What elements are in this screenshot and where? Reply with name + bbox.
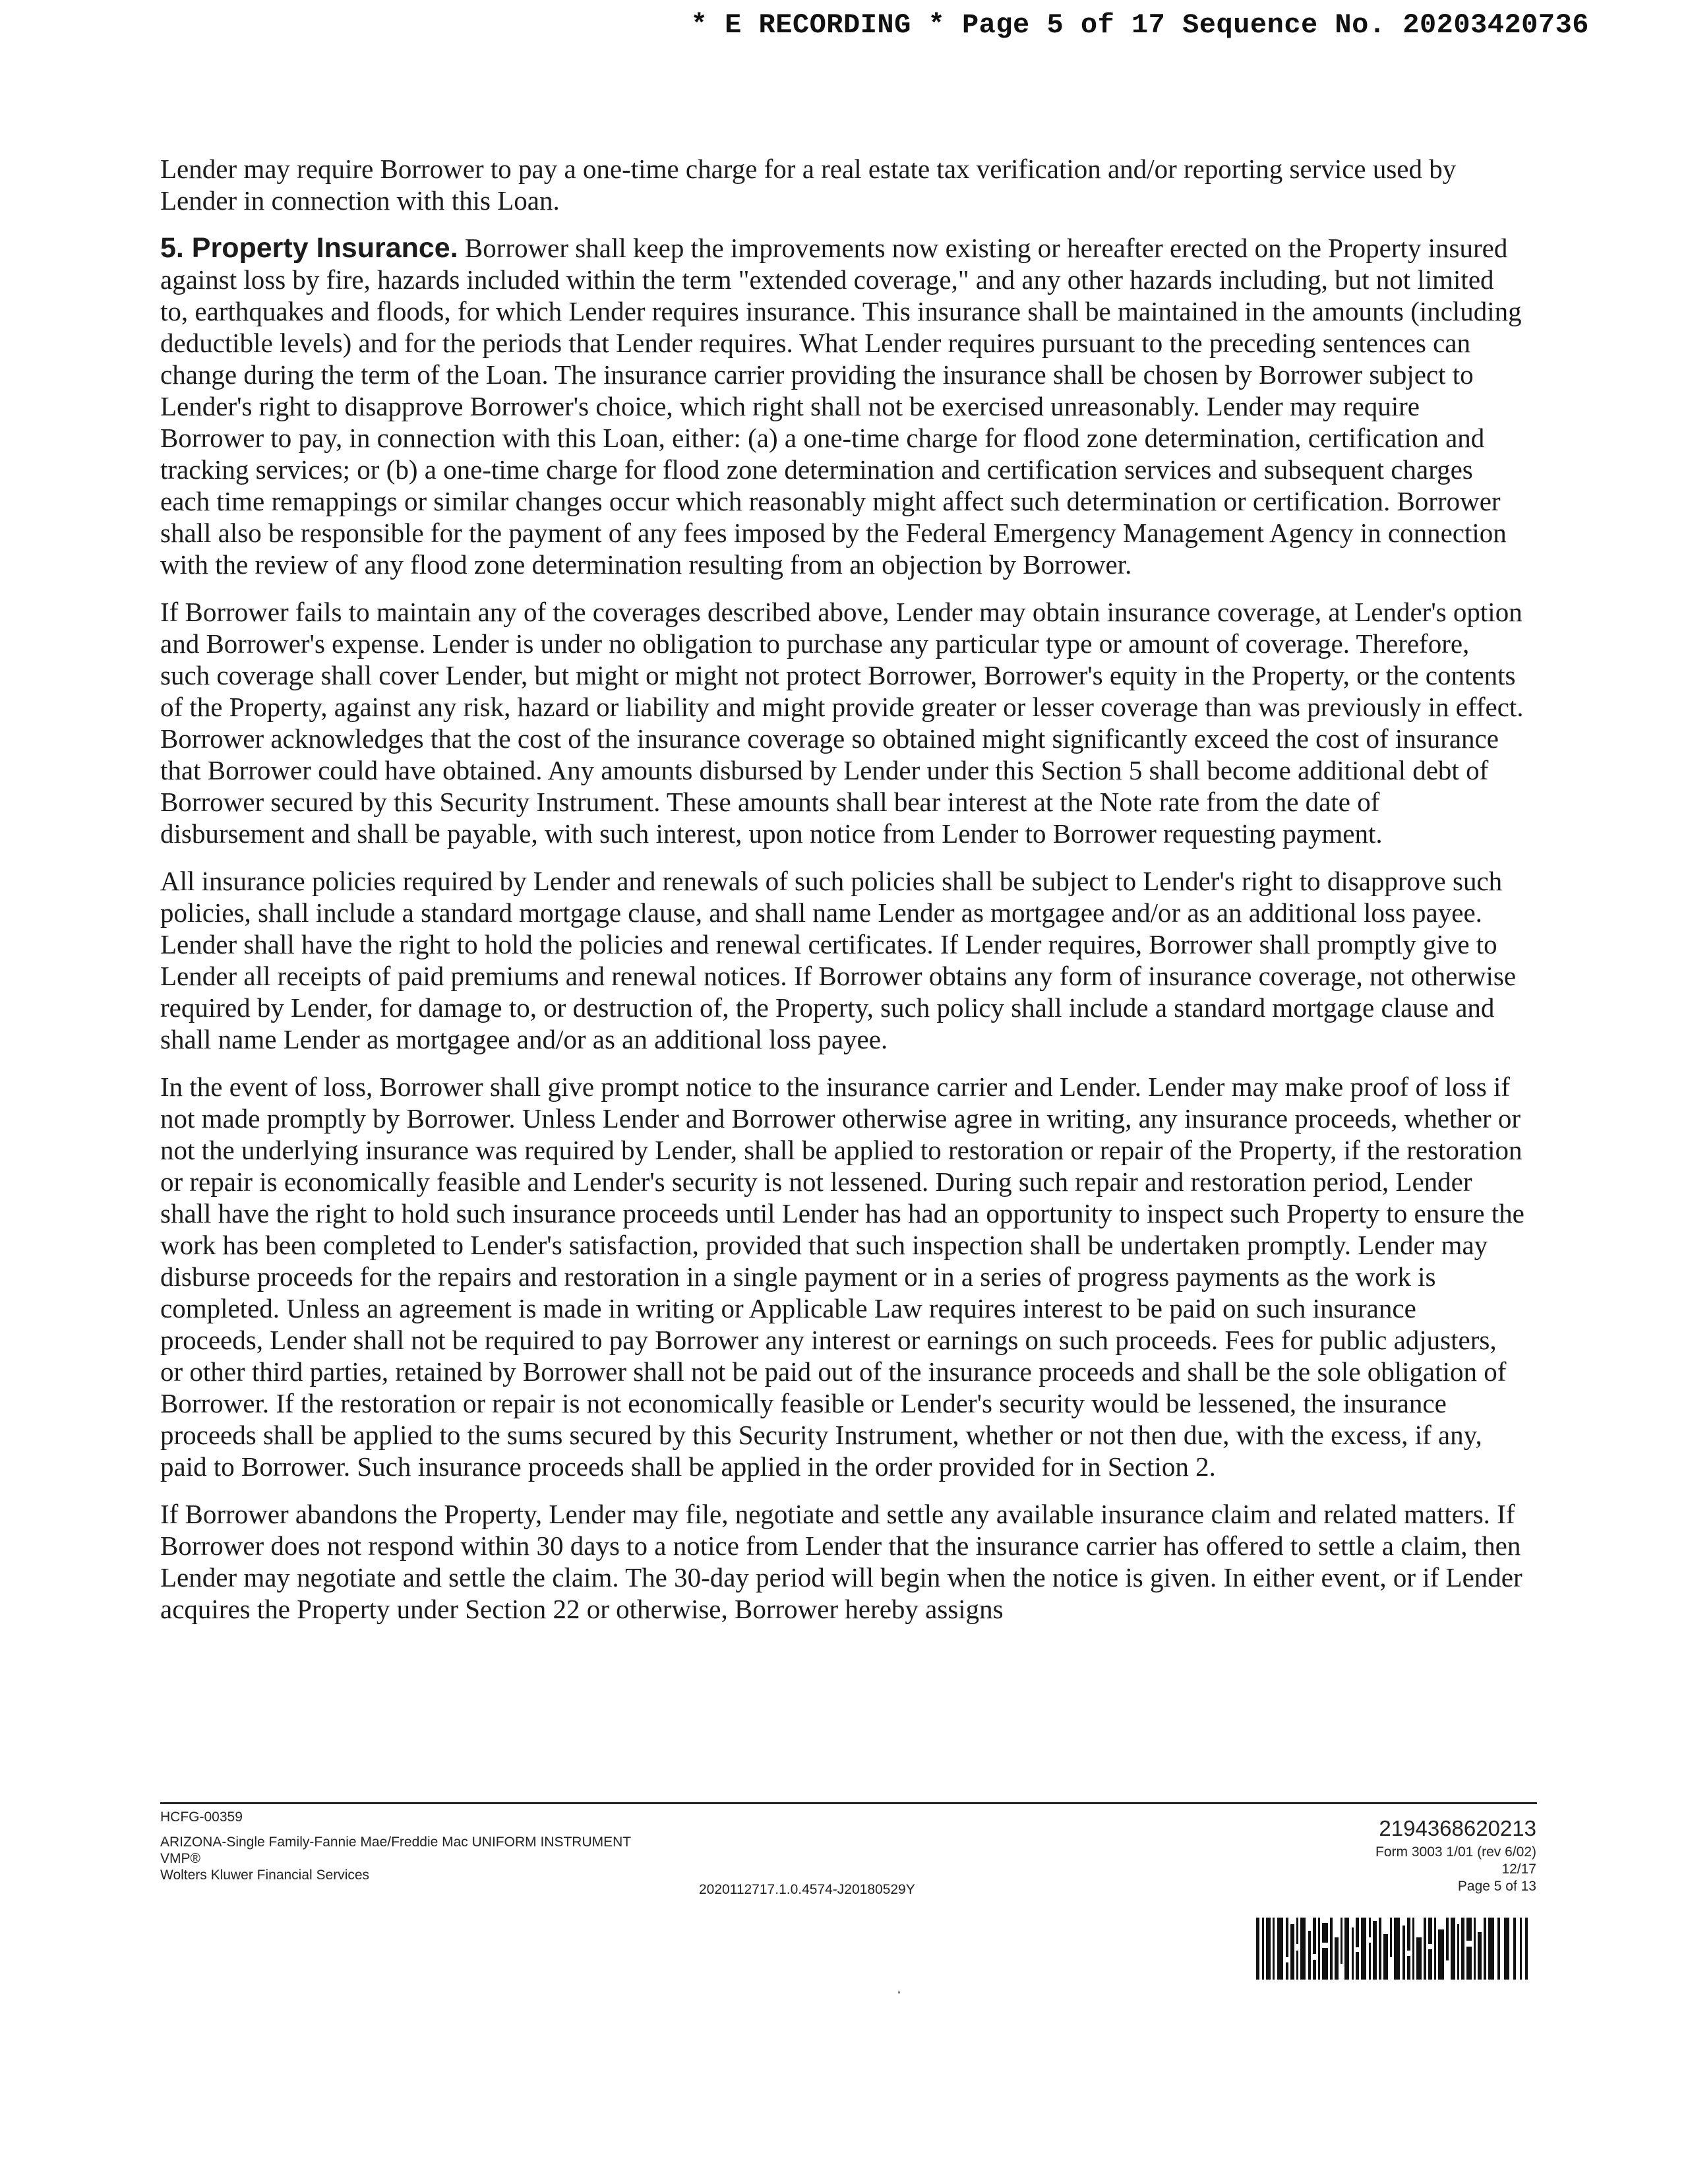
- document-id: 2020112717.1.0.4574-J20180529Y: [699, 1882, 915, 1897]
- recording-header: * E RECORDING * Page 5 of 17 Sequence No. 20203420736: [690, 9, 1589, 41]
- intro-paragraph: Lender may require Borrower to pay a one-time charge for a real estate tax verification and/or reporting service used by Lender in connection with this Loan.: [160, 154, 1457, 216]
- footer-left: [160, 1809, 951, 1883]
- form-code: HCFG-00359: [160, 1809, 243, 1825]
- page-label: Page 5 of 13: [1457, 1879, 1536, 1894]
- section-5-paragraph-2: If Borrower fails to maintain any of the coverages described above, Lender may obtain insurance coverage, at Lender's option and Borrower's expense. Lender is under no obligation to purchase any particular type or amount of coverage. Therefore, such coverage shall cover Lender, but might or might not protect Borrower, Borrower's equity in the Property, or the contents of the Property, against any risk, hazard or liability and might provide greater or lesser coverage than was previously in effect. Borrower acknowledges that the cost of the insurance coverage so obtained might significantly exceed the cost of insurance that Borrower could have obtained. Any amounts disbursed by Lender under this Section 5 shall become additional debt of Borrower secured by this Security Instrument. These amounts shall bear interest at the Note rate from the date of disbursement and shall be payable, with such interest, upon notice from Lender to Borrower requesting payment.: [160, 597, 1524, 849]
- publisher: Wolters Kluwer Financial Services: [160, 1867, 370, 1883]
- barcode-image: [1256, 1918, 1529, 1980]
- vmp-label: VMP®: [160, 1851, 200, 1866]
- footer-right: [1375, 1816, 1536, 1895]
- form-number: Form 3003 1/01 (rev 6/02): [1375, 1844, 1536, 1860]
- form-date: 12/17: [1501, 1862, 1536, 1877]
- document-body: [160, 153, 1525, 1641]
- scan-artifact: [898, 1991, 900, 1993]
- loan-number: 2194368620213: [1379, 1816, 1536, 1840]
- section-5-paragraph-5: If Borrower abandons the Property, Lender may file, negotiate and settle any available insurance claim and related matters. If Borrower does not respond within 30 days to a notice from Lender that the insurance carrier has offered to settle a claim, then Lender may negotiate and settle the claim. The 30-day period will begin when the notice is given. In either event, or if Lender acquires the Property under Section 22 or otherwise, Borrower hereby assigns: [160, 1499, 1522, 1624]
- section-5-paragraph-4: In the event of loss, Borrower shall give prompt notice to the insurance carrier and Lender. Lender may make proof of loss if not made promptly by Borrower. Unless Lender and Borrower otherwise agree in writing, any insurance proceeds, whether or not the underlying insurance was required by Lender, shall be applied to restoration or repair of the Property, if the restoration or repair is economically feasible and Lender's security is not lessened. During such repair and restoration period, Lender shall have the right to hold such insurance proceeds until Lender has had an opportunity to inspect such Property to ensure the work has been completed to Lender's satisfaction, provided that such inspection shall be undertaken promptly. Lender may disburse proceeds for the repairs and restoration in a single payment or in a series of progress payments as the work is completed. Unless an agreement is made in writing or Applicable Law requires interest to be paid on such insurance proceeds, Lender shall not be required to pay Borrower any interest or earnings on such proceeds. Fees for public adjusters, or other third parties, retained by Borrower shall not be paid out of the insurance proceeds and shall be the sole obligation of Borrower. If the restoration or repair is not economically feasible or Lender's security would be lessened, the insurance proceeds shall be applied to the sums secured by this Security Instrument, whether or not then due, with the excess, if any, paid to Borrower. Such insurance proceeds shall be applied in the order provided for in Section 2.: [160, 1072, 1524, 1482]
- section-5-heading: 5. Property Insurance.: [160, 232, 458, 264]
- section-5-paragraph-3: All insurance policies required by Lender and renewals of such policies shall be subject to Lender's right to disapprove such policies, shall include a standard mortgage clause, and shall name Lender as mortgagee and/or as an additional loss payee. Lender shall have the right to hold the policies and renewal certificates. If Lender requires, Borrower shall promptly give to Lender all receipts of paid premiums and renewal notices. If Borrower obtains any form of insurance coverage, not otherwise required by Lender, for damage to, or destruction of, the Property, such policy shall include a standard mortgage clause and shall name Lender as mortgagee and/or as an additional loss payee.: [160, 866, 1517, 1054]
- instrument-title: ARIZONA-Single Family-Fannie Mae/Freddie Mac UNIFORM INSTRUMENT: [160, 1835, 632, 1850]
- footer-divider: [160, 1802, 1537, 1804]
- section-5-paragraph-1: [160, 232, 1525, 580]
- section-5-paragraph-1-body: Borrower shall keep the improvements now existing or hereafter erected on the Property insured against loss by fire, hazards included within the term "extended coverage," and any other hazards including, but not limited to, earthquakes and floods, for which Lender requires insurance. This insurance shall be maintained in the amounts (including deductible levels) and for the periods that Lender requires. What Lender requires pursuant to the preceding sentences can change during the term of the Loan. The insurance carrier providing the insurance shall be chosen by Borrower subject to Lender's right to disapprove Borrower's choice, which right shall not be exercised unreasonably. Lender may require Borrower to pay, in connection with this Loan, either: (a) a one-time charge for flood zone determination, certification and tracking services; or (b) a one-time charge for flood zone determination and certification services and subsequent charges each time remappings or similar changes occur which reasonably might affect such determination or certification. Borrower shall also be responsible for the payment of any fees imposed by the Federal Emergency Management Agency in connection with the review of any flood zone determination resulting from an objection by Borrower.: [160, 233, 1522, 580]
